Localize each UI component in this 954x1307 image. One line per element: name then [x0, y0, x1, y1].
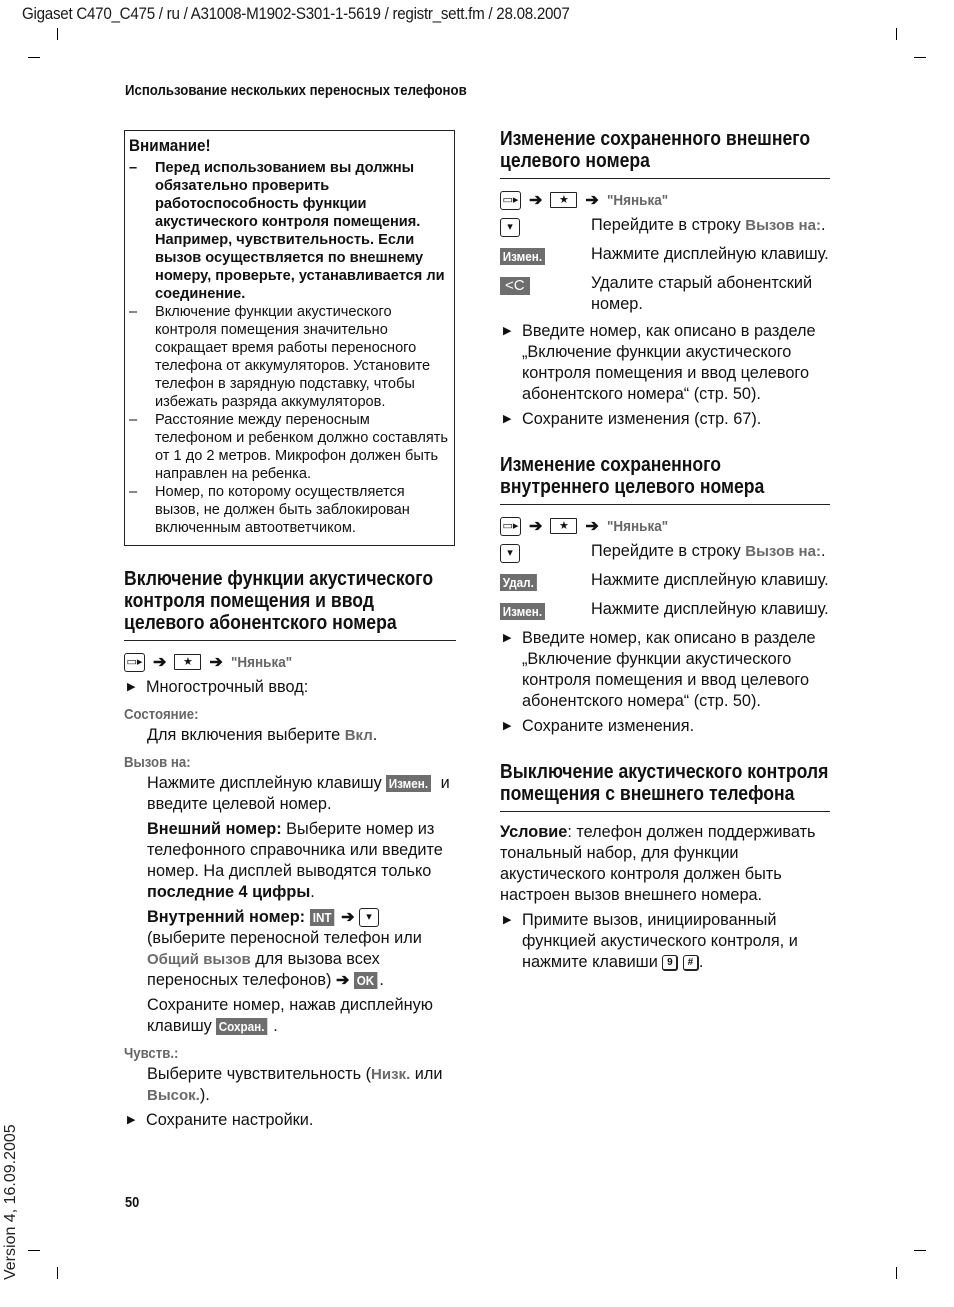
step: <C Удалите старый абонентский номер.: [500, 273, 830, 315]
warning-item: – Включение функции акустического контроля помещения значительно сокращает время работы переносного телефона от аккумуляторов. Установите телефон в зарядную подставку, чтобы избежать разряда аккумуляторов.: [129, 304, 431, 410]
param-label-state: Состояние:: [124, 706, 199, 723]
softkey-change: Измен.: [386, 775, 431, 792]
arrow-icon: ➔: [209, 653, 223, 671]
menu-path: [500, 189, 830, 211]
softkey-save: Сохран.: [216, 1018, 267, 1035]
option-on: Вкл: [344, 727, 373, 744]
triangle-bullet-icon: ▶: [503, 325, 512, 337]
section-title: Изменение сохраненного внешнего целевого номера: [500, 128, 811, 172]
divider: [500, 504, 830, 505]
arrow-icon: ➔: [529, 517, 543, 535]
crop-mark: [914, 57, 926, 58]
param-label-call: Вызов на:: [124, 754, 191, 771]
option-group-call: Общий вызов: [147, 951, 251, 968]
menu-item-nanny: "Нянька": [230, 653, 292, 671]
bullet-item: ▶ Введите номер, как описано в разделе „Включение функции акустического контроля помещения и ввод целевого абонентского номера“ (стр. 50).: [500, 321, 830, 405]
arrow-icon: ➔: [585, 191, 599, 209]
bullet-item: ▶ Сохраните изменения (стр. 67).: [500, 409, 830, 430]
star-key-icon: ★: [174, 654, 201, 670]
warning-item: – Расстояние между переносным телефоном и ребенком должно составлять от 1 до 2 метров. Микрофон должен быть направлен на ребенка.: [129, 412, 449, 482]
divider: [500, 178, 830, 179]
right-column: [500, 128, 830, 977]
param-desc: Внутренний номер: INT ➔ ▾ (выберите переносной телефон или Общий вызов для вызова всех переносных телефонов) ➔ OK .: [147, 908, 422, 989]
param-desc: Выберите чувствительность (Низк. или Высок.).: [147, 1065, 443, 1104]
divider: [500, 811, 830, 812]
param-desc: Нажмите дисплейную клавишу Измен. и введите целевой номер.: [147, 774, 450, 813]
menu-path: [124, 651, 456, 673]
softkey-change: Измен.: [500, 248, 545, 265]
section-title: Выключение акустического контроля помещения с внешнего телефона: [500, 761, 829, 805]
triangle-bullet-icon: ▶: [503, 413, 512, 425]
crop-mark: [896, 1267, 897, 1279]
arrow-icon: ➔: [153, 653, 167, 671]
crop-mark: [57, 28, 58, 40]
crop-mark: [28, 1250, 40, 1251]
triangle-bullet-icon: ▶: [503, 632, 512, 644]
step: ▾ Перейдите в строку Вызов на:.: [500, 215, 830, 238]
triangle-bullet-icon: ▶: [503, 914, 512, 926]
section-title: Включение функции акустического контроля помещения и ввод целевого абонентского номера: [124, 568, 434, 634]
bullet-item: ▶ Примите вызов, инициированный функцией акустического контроля, и нажмите клавиши 9 # .: [500, 910, 830, 973]
navigation-down-icon: ▾: [500, 544, 520, 563]
menu-key-icon: ▭▸: [500, 517, 521, 536]
step: ▾ Перейдите в строку Вызов на:.: [500, 541, 830, 564]
step: Измен. Нажмите дисплейную клавишу.: [500, 599, 830, 622]
arrow-icon: ➔: [335, 972, 350, 989]
menu-item-nanny: "Нянька": [606, 191, 668, 209]
option-high: Высок.: [147, 1087, 200, 1104]
triangle-bullet-icon: ▶: [503, 720, 512, 732]
warning-box: [124, 130, 455, 546]
bullet-item: ▶ Введите номер, как описано в разделе „Включение функции акустического контроля помещения и ввод целевого абонентского номера“ (стр. 50).: [500, 628, 830, 712]
warning-title: Внимание!: [129, 136, 211, 155]
bullet-item: ▶ Сохраните изменения.: [500, 716, 830, 737]
bullet-item: ▶ Многострочный ввод:: [124, 677, 456, 698]
key-9-icon: 9: [662, 955, 678, 971]
clear-key-icon: <C: [500, 277, 530, 295]
param-desc: Сохраните номер, нажав дисплейную клавишу Сохран. .: [147, 996, 433, 1035]
softkey-change: Измен.: [500, 603, 545, 620]
menu-item-nanny: "Нянька": [606, 517, 668, 535]
divider: [124, 640, 456, 641]
warning-item: – Номер, по которому осуществляется вызов, не должен быть заблокирован включенным автоответчиком.: [129, 484, 410, 536]
crop-mark: [914, 1250, 926, 1251]
section-title: Изменение сохраненного внутреннего целевого номера: [500, 454, 765, 498]
bullet-item: ▶ Сохраните настройки.: [124, 1110, 456, 1131]
param-desc: Для включения выберите Вкл.: [147, 726, 378, 744]
triangle-bullet-icon: ▶: [127, 681, 136, 693]
crop-mark: [57, 1267, 58, 1279]
document-header: Gigaset C470_C475 / ru / A31008-M1902-S301-1-5619 / registr_sett.fm / 28.08.2007: [22, 5, 570, 23]
arrow-icon: ➔: [529, 191, 543, 209]
step: Измен. Нажмите дисплейную клавишу.: [500, 244, 830, 267]
option-low: Низк.: [371, 1066, 411, 1083]
left-column: [124, 130, 456, 1135]
menu-path: [500, 515, 830, 537]
page-number: 50: [125, 1195, 140, 1211]
step: Удал. Нажмите дисплейную клавишу.: [500, 570, 830, 593]
menu-key-icon: ▭▸: [500, 191, 521, 210]
star-key-icon: ★: [550, 518, 577, 534]
navigation-down-icon: ▾: [359, 908, 379, 927]
softkey-ok: OK: [354, 972, 377, 989]
crop-mark: [896, 28, 897, 40]
crop-mark: [28, 57, 40, 58]
warning-item: – Перед использованием вы должны обязательно проверить работоспособность функции акустического контроля помещения. Например, чувствительность. Если вызов осуществляется по внешнему номеру, проверьте, устанавливается ли соединение.: [129, 160, 445, 302]
softkey-delete: Удал.: [500, 574, 537, 591]
triangle-bullet-icon: ▶: [127, 1114, 136, 1126]
version-label: Version 4, 16.09.2005: [2, 1124, 19, 1280]
condition-text: Условие: телефон должен поддерживать тональный набор, для функции акустического контроля должен быть настроен вызов внешнего номера.: [500, 823, 816, 904]
section-header: Использование нескольких переносных телефонов: [125, 82, 467, 99]
menu-key-icon: ▭▸: [124, 653, 145, 672]
arrow-icon: ➔: [585, 517, 599, 535]
param-desc: Внешний номер: Выберите номер из телефонного справочника или введите номер. На дисплей выводятся только последние 4 цифры.: [147, 820, 443, 901]
arrow-icon: ➔: [341, 909, 355, 926]
navigation-down-icon: ▾: [500, 218, 520, 237]
star-key-icon: ★: [550, 192, 577, 208]
key-hash-icon: #: [683, 955, 699, 971]
param-label-sensitivity: Чувств.:: [124, 1045, 179, 1062]
int-key-icon: INT: [310, 909, 334, 926]
